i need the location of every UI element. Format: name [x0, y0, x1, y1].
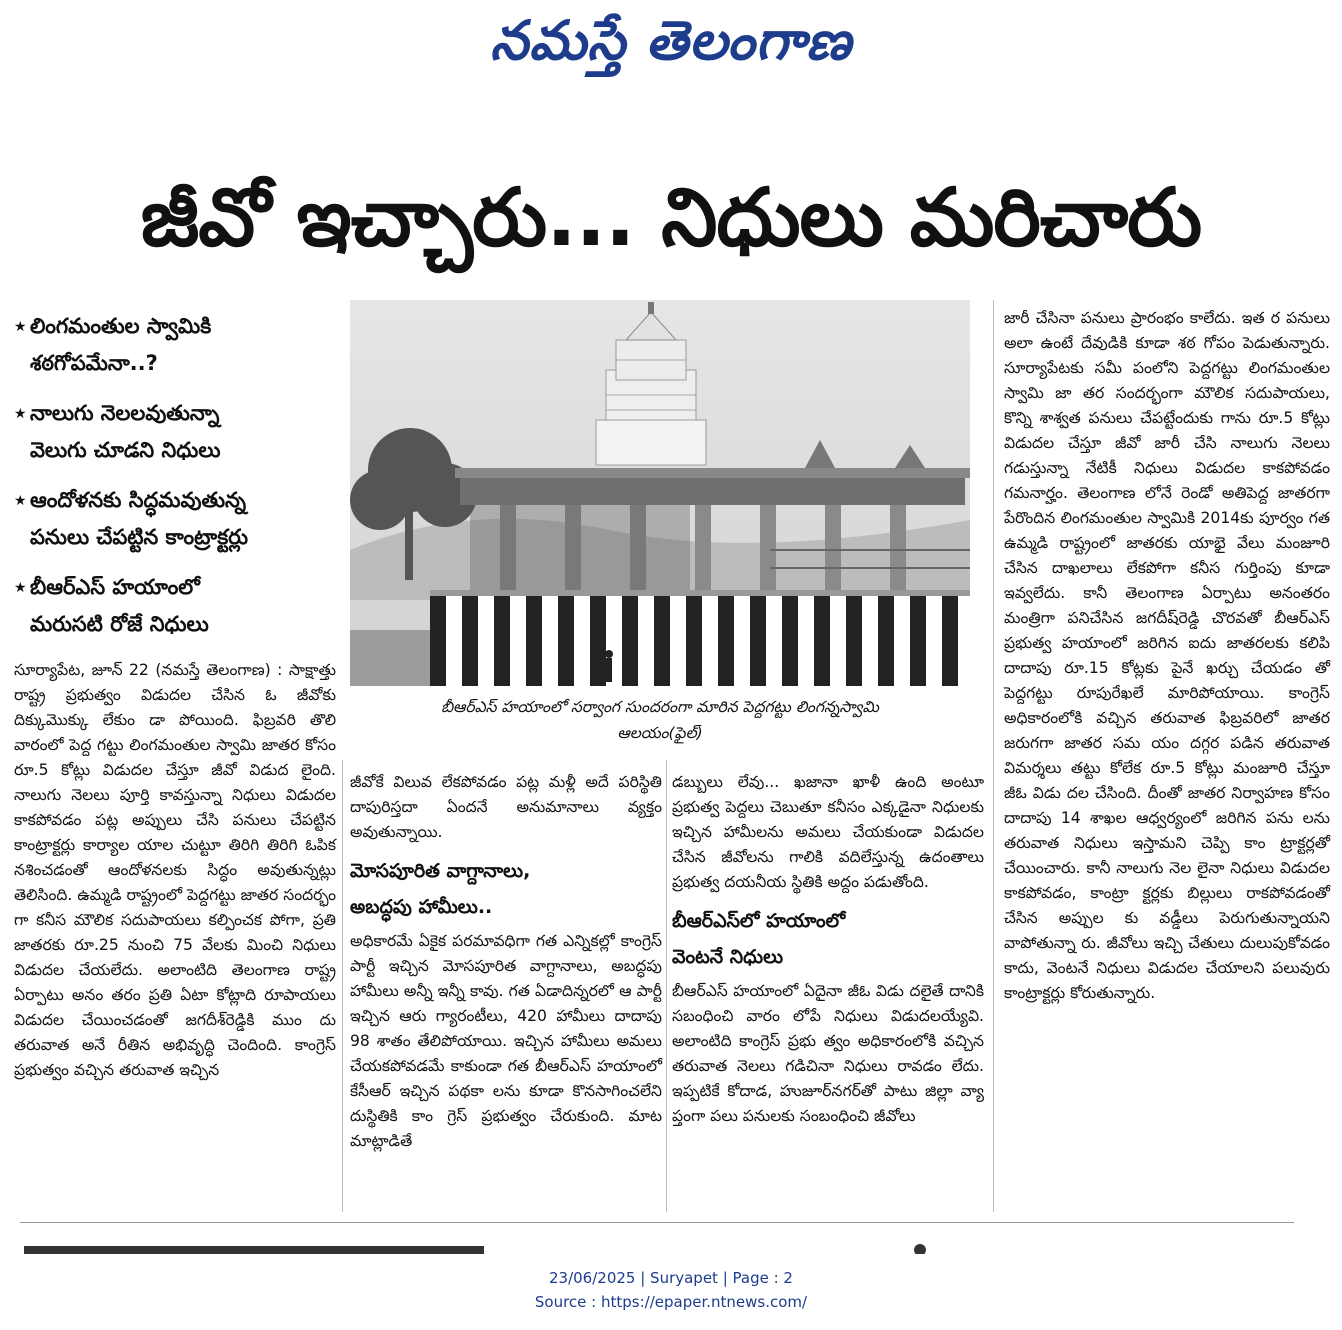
highlight-line: బీఆర్ఎస్ హయాంలో [30, 575, 200, 599]
subheading-line: మోసపూరిత వాగ్దానాలు, [350, 860, 531, 882]
caption-line: బీఆర్ఎస్ హయాంలో సర్వాంగ సుందరంగా మారిన పెద్దగట్టు లింగన్నస్వామి [441, 698, 879, 716]
section-subheading [350, 853, 662, 925]
column-divider [342, 760, 343, 1212]
star-icon: ★ [14, 493, 27, 509]
subheading-line: బీఆర్ఎస్‌లో హయాంలో [672, 910, 846, 932]
page-headline: జీవో ఇచ్చారు... నిధులు మరిచారు [140, 171, 1202, 264]
section-subheading [672, 903, 984, 975]
star-icon: ★ [14, 580, 27, 596]
highlight-item [14, 308, 334, 381]
highlight-item [14, 569, 334, 642]
star-icon: ★ [14, 319, 27, 335]
article-column-4 [1004, 306, 1330, 1006]
photo-caption [350, 694, 970, 746]
page-footer-info: 23/06/2025 | Suryapet | Page : 2 [549, 1269, 793, 1287]
column-divider [993, 300, 994, 1212]
column-divider [666, 760, 667, 1212]
highlight-line: శఠగోపమేనా..? [30, 351, 158, 375]
cropped-text-fragment [20, 1234, 1300, 1254]
article-paragraph: జీవోకే విలువ లేకపోవడం పట్ల మళ్లీ అదే పరిస్థితి దాపురిస్తదా ఏందనే అనుమానాలు వ్యక్తం అవుతున్నాయి. [350, 773, 662, 841]
highlight-line: నాలుగు నెలలవుతున్నా [30, 401, 220, 425]
article-paragraph: జారీ చేసినా పనులు ప్రారంభం కాలేదు. ఇత ర పనులు అలా ఉంటే దేవుడికి కూడా శఠ గోపం పెడుతున్నారు. సూర్యాపేటకు సమీ పంలోని పెద్దగట్టు లింగమంతుల స్వామి జా తర సందర్భంగా మౌలిక సదుపాయలు, కొన్ని శాశ్వత పనులు చేపట్టేందుకు గాను రూ.5 కోట్లు విడుదల చేస్తూ జీవో జారీ చేసి నాలుగు నెలలు గడుస్తున్నా నేటికీ నిధులు విడుదల కాకపోవడం గమనార్హం. తెలంగాణ లోనే రెండో అతిపెద్ద జాతరగా పేరొందిన లింగమంతుల స్వామికి 2014కు పూర్వం గత ఉమ్మడి రాష్ట్రంలో జాతరకు యాభై వేలు మంజూరి చేసిన దాఖలాలు లేకపోగా కనీస గుర్తింపు కూడా ఇవ్వలేదు. కానీ తెలంగాణ ఏర్పాటు అనంతరం మంత్రిగా పనిచేసిన జగదీష్‌రెడ్డి చొరవతో బీఆర్ఎస్ ప్రభుత్వ హయాంలో జరిగిన ఐదు జాతరలకు కలిపి దాదాపు రూ.15 కోట్లకు పైనే ఖర్చు చేయడం తో పెద్దగట్టు రూపురేఖలే మారిపోయాయి. కాంగ్రెస్ అధికారంలోకి వచ్చిన తరువాత ఫిబ్రవరిలో జాతర జరుగగా జాతర సమ యం దగ్గర పడిన తరువాత విమర్శలు తట్టు కోలేక రూ.5 కోట్లు మంజూరి చేస్తూ జీఓ విడు దల చేసింది. దీంతో జాతర నిర్వాహణ కోసం దాదాపు 14 శాఖల ఆధ్వర్యంలో జరిగిన పను లను తరువాత నిధులు ఇస్తామని చెప్పి కాం ట్రాక్టర్లతో చేయించారు. కానీ నాలుగు నెల లైనా నిధులు విడుదల కాకపోవడం, కాంట్రా క్టర్లకు బిల్లులు రాకపోవడంతో చేసిన అప్పుల కు వడ్డీలు పెరుగుతున్నాయని వాపోతున్నా రు. జీవోలు ఇచ్చి చేతులు దులుపుకోవడం కాదు, వెంటనే నిధులు విడుదల చేయాలని పలువురు కాంట్రాక్టర్లు కోరుతున్నారు. [1004, 309, 1330, 1002]
star-icon: ★ [14, 406, 27, 422]
highlight-item [14, 395, 334, 468]
article-column-3 [672, 770, 984, 1129]
bottom-divider [20, 1222, 1294, 1223]
article-column-2 [350, 770, 662, 1154]
article-column-1 [14, 658, 336, 1083]
subheading-line: అబద్ధపు హామీలు.. [350, 896, 493, 918]
highlight-line: లింగమంతుల స్వామికి [30, 314, 212, 338]
temple-illustration [350, 300, 970, 686]
masthead-logo: నమస్తే తెలంగాణ [490, 9, 852, 72]
caption-line: ఆలయం(ఫైల్) [617, 724, 703, 742]
article-paragraph: బీఆర్ఎస్ హయాంలో ఏదైనా జీఓ విడు దలైతే దానికి సబంధించి వారం లోపే నిధులు విడుదలయ్యేవి. అలాంటిది కాంగ్రెస్ ప్రభు త్వం అధికారంలోకి వచ్చిన తరువాత నెలలు గడిచినా నిధులు రావడం లేదు. ఇప్పటికే కోదాడ, హుజూర్‌నగర్‌తో పాటు జిల్లా వ్యా ప్తంగా పలు పనులకు సంబంధించి జీవోలు [672, 982, 984, 1125]
highlight-item [14, 482, 334, 555]
highlight-line: పనులు చేపట్టిన కాంట్రాక్టర్లు [30, 525, 248, 549]
article-paragraph: అధికారమే ఏకైక పరమావధిగా గత ఎన్నికల్లో కాంగ్రెస్ పార్టీ ఇచ్చిన మోసపూరిత వాగ్దానాలు, అబద్ధపు హామీలు అన్నీ ఇన్నీ కావు. గత ఏడాదిన్నరలో ఆ పార్టీ ఇచ్చిన ఆరు గ్యారంటీలు, 420 హామీలు దాదాపు 98 శాతం తేలిపోయాయి. ఇచ్చిన హామీలు అమలు చేయకపోవడమే కాకుండా గత బీఆర్ఎస్ హయాంలో కేసీఆర్ ఇచ్చిన పథకా లను కూడా కొనసాగించలేని దుస్థితికి కాం గ్రెస్ ప్రభుత్వం చేరుకుంది. మాట మాట్లాడితే [350, 932, 662, 1150]
article-paragraph: డబ్బులు లేవు... ఖజానా ఖాళీ ఉంది అంటూ ప్రభుత్వ పెద్దలు చెబుతూ కనీసం ఎక్కడైనా నిధులకు ఇచ్చిన హామీలను అమలు చేయకుండా విడుదల చేసిన జీవోలను గాలికి వదిలేస్తున్న ఉదంతాలు ప్రభుత్వ దయనీయ స్థితికి అద్దం పడుతోంది. [672, 773, 984, 891]
article-paragraph: సూర్యాపేట, జూన్ 22 (నమస్తే తెలంగాణ) : సాక్షాత్తు రాష్ట్ర ప్రభుత్వం విడుదల చేసిన ఓ జీవోకు దిక్కుమొక్కు లేకుం డా పోయింది. ఫిబ్రవరి తొలి వారంలో పెద్ద గట్టు లింగమంతుల స్వామి జాతర కోసం రూ.5 కోట్లు విడుదల చేస్తూ జీవో విడుద లైంది. నాలుగు నెలలు పూర్తి కావస్తున్నా నిధులు విడుదల కాకపోవడం పట్ల అప్పులు చేసి పనులు చేపట్టిన కాంట్రాక్టర్లు కార్యాల యాల చుట్టూ తిరిగి తిరిగి ఓపిక నశించడంతో ఆందోళనలకు సిద్ధం అవుతున్నట్లు తెలిసింది. ఉమ్మడి రాష్ట్రంలో పెద్దగట్టు జాతర సందర్భం గా కనీస మౌలిక సదుపాయలు కల్పించక పోగా, ప్రతి జాతరకు రూ.25 నుంచి 75 వేలకు మించి నిధులు విడుదల చేయలేదు. అలాంటిది తెలంగాణ రాష్ట్ర ఏర్పాటు అనం తరం ప్రతి ఏటా కోట్లాది రూపాయలు విడుదల చేయించడంతో జగదీశ్‌రెడ్డికి ముం దు తరువాత అనే రీతిన అభివృద్ధి చెందింది. కాంగ్రెస్ ప్రభుత్వం వచ్చిన తరువాత ఇచ్చిన [14, 661, 336, 1079]
highlight-line: వెలుగు చూడని నిధులు [30, 438, 221, 462]
highlight-line: మరుసటి రోజే నిధులు [30, 612, 209, 636]
page-footer-source: Source : https://epaper.ntnews.com/ [534, 1293, 808, 1311]
subheading-line: వెంటనే నిధులు [672, 946, 784, 968]
highlight-line: ఆందోళనకు సిద్ధమవుతున్న [30, 488, 247, 512]
highlights-list [14, 308, 334, 656]
cropped-next-article [20, 1234, 1300, 1254]
temple-photo [350, 300, 970, 686]
